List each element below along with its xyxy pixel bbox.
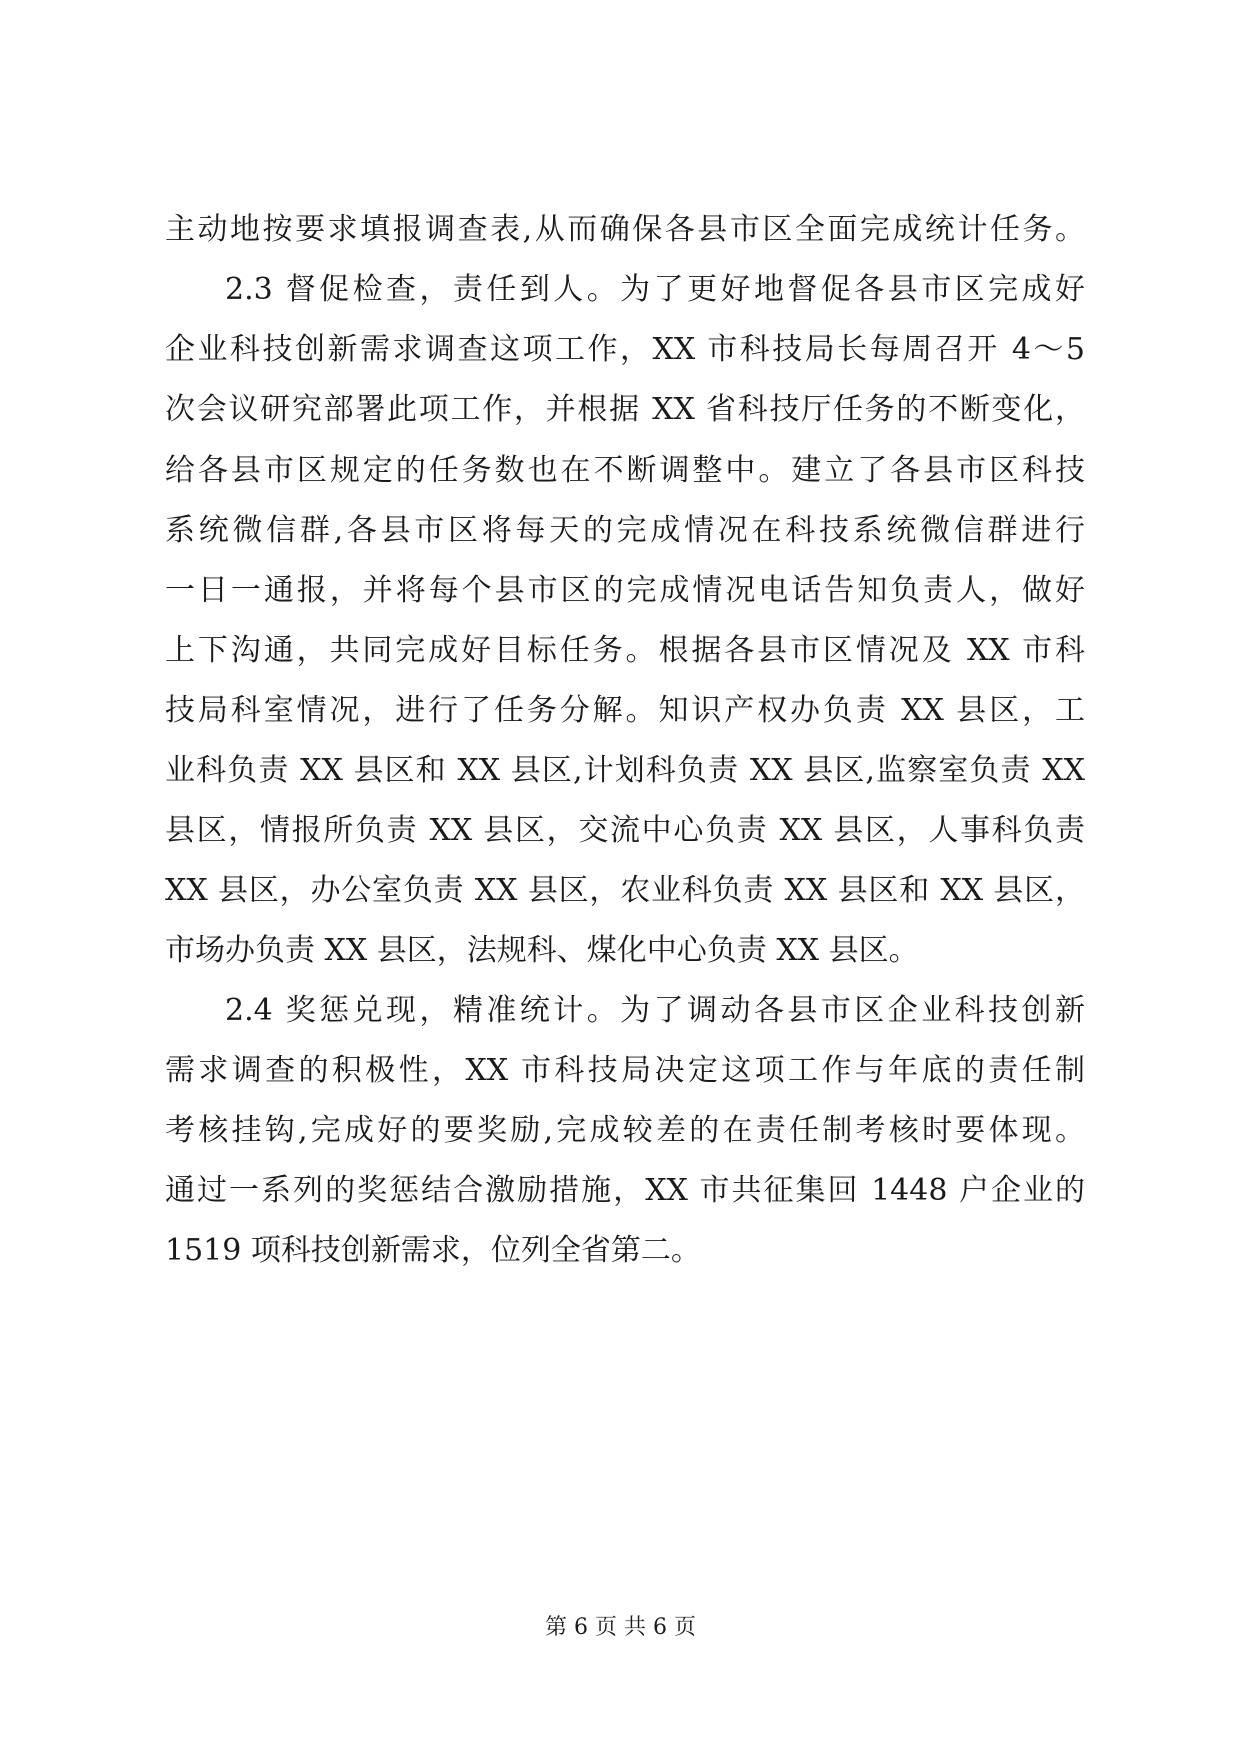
text-line: 通过一系列的奖惩结合激励措施，XX 市共征集回 1448 户企业的: [165, 1173, 1085, 1208]
text-line: 市场办负责 XX 县区，法规科、煤化中心负责 XX 县区。: [165, 933, 919, 968]
text-line: 考核挂钩,完成好的要奖励,完成较差的在责任制考核时要体现。: [165, 1113, 1085, 1148]
section-2-3-heading-line: 2.3 督促检查，责任到人。为了更好地督促各县市区完成好: [225, 272, 1085, 307]
section-2-4-heading-line: 2.4 奖惩兑现，精准统计。为了调动各县市区企业科技创新: [225, 993, 1085, 1028]
text-line: 次会议研究部署此项工作，并根据 XX 省科技厅任务的不断变化，: [165, 392, 1085, 427]
text-line: 一日一通报，并将每个县市区的完成情况电话告知负责人，做好: [165, 573, 1085, 608]
text-line: 业科负责 XX 县区和 XX 县区,计划科负责 XX 县区,监察室负责 XX: [165, 753, 1085, 788]
text-line: 县区，情报所负责 XX 县区，交流中心负责 XX 县区，人事科负责: [165, 813, 1085, 848]
text-line: 技局科室情况，进行了任务分解。知识产权办负责 XX 县区，工: [165, 693, 1085, 728]
text-line: 企业科技创新需求调查这项工作，XX 市科技局长每周召开 4～5: [165, 332, 1085, 367]
text-line: XX 县区，办公室负责 XX 县区，农业科负责 XX 县区和 XX 县区，: [165, 873, 1085, 908]
text-line: 主动地按要求填报调查表,从而确保各县市区全面完成统计任务。: [165, 212, 1085, 247]
text-line: 上下沟通，共同完成好目标任务。根据各县市区情况及 XX 市科: [165, 633, 1085, 668]
text-line: 给各县市区规定的任务数也在不断调整中。建立了各县市区科技: [165, 453, 1085, 488]
text-line: 系统微信群,各县市区将每天的完成情况在科技系统微信群进行: [165, 513, 1085, 548]
text-line: 1519 项科技创新需求，位列全省第二。: [165, 1233, 701, 1268]
text-line: 需求调查的积极性，XX 市科技局决定这项工作与年底的责任制: [165, 1053, 1085, 1088]
page-number-footer: 第 6 页 共 6 页: [545, 1615, 696, 1640]
